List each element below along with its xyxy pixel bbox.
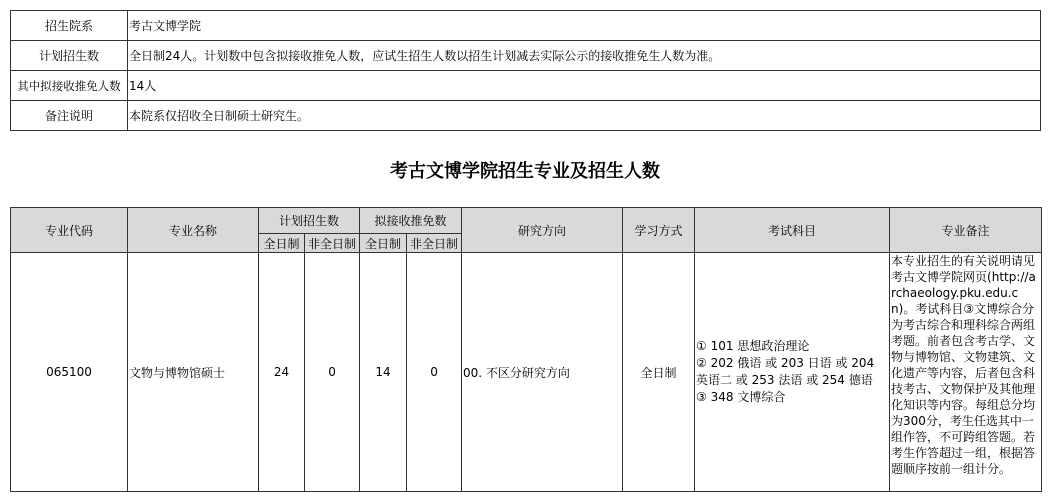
cell-plan-full: 24 xyxy=(259,253,305,492)
cell-tm-part: 0 xyxy=(407,253,462,492)
cell-tm-full: 14 xyxy=(360,253,407,492)
info-label: 招生院系 xyxy=(11,11,128,41)
info-value: 全日制24人。计划数中包含拟接收推免人数，应试生招生人数以招生计划减去实际公示的接收推免生人数为准。 xyxy=(128,41,1041,71)
header-plan-part: 非全日制 xyxy=(305,234,360,253)
page-title: 考古文博学院招生专业及招生人数 xyxy=(390,161,660,182)
info-row xyxy=(11,41,1041,71)
header-plan: 计划招生数 xyxy=(259,208,360,234)
department-info-table xyxy=(10,10,1041,131)
cell-remark: 本专业招生的有关说明请见考古文博学院网页(http://archaeology.pku.edu.cn)。考试科目③文博综合分为考古综合和理科综合两组考题。前者包含考古学、文物与博物馆、文物建筑、文化遗产等内容，后者包含科技考古、文物保护及其他理化知识等内容。每组总分均为300分，考生任选其中一组作答，不可跨组答题。若考生作答超过一组，根据答题顺序按前一组计分。 xyxy=(890,253,1042,492)
header-direction: 研究方向 xyxy=(462,208,623,253)
cell-exam xyxy=(695,253,890,492)
info-row xyxy=(11,101,1041,131)
info-label: 计划招生数 xyxy=(11,41,128,71)
programs-table xyxy=(10,207,1042,492)
header-name: 专业名称 xyxy=(128,208,259,253)
cell-direction: 00. 不区分研究方向 xyxy=(462,253,623,492)
header-code: 专业代码 xyxy=(11,208,128,253)
header-tm-part: 非全日制 xyxy=(407,234,462,253)
table-row xyxy=(11,253,1042,492)
info-value: 本院系仅招收全日制硕士研究生。 xyxy=(128,101,1041,131)
info-value: 考古文博学院 xyxy=(128,11,1041,41)
exam-subject: ② 202 俄语 或 203 日语 或 204 英语二 或 253 法语 或 254 德语 xyxy=(696,356,875,387)
exam-subject: ① 101 思想政治理论 xyxy=(696,339,810,353)
info-value: 14人 xyxy=(128,71,1041,101)
info-label: 备注说明 xyxy=(11,101,128,131)
cell-plan-part: 0 xyxy=(305,253,360,492)
info-row xyxy=(11,11,1041,41)
header-remark: 专业备注 xyxy=(890,208,1042,253)
header-plan-full: 全日制 xyxy=(259,234,305,253)
info-label: 其中拟接收推免人数 xyxy=(11,71,128,101)
header-tm-full: 全日制 xyxy=(360,234,407,253)
cell-code: 065100 xyxy=(11,253,128,492)
header-exam: 考试科目 xyxy=(695,208,890,253)
info-row xyxy=(11,71,1041,101)
cell-mode: 全日制 xyxy=(623,253,695,492)
header-mode: 学习方式 xyxy=(623,208,695,253)
header-tuimian: 拟接收推免数 xyxy=(360,208,462,234)
cell-name: 文物与博物馆硕士 xyxy=(128,253,259,492)
exam-subject: ③ 348 文博综合 xyxy=(696,390,786,404)
